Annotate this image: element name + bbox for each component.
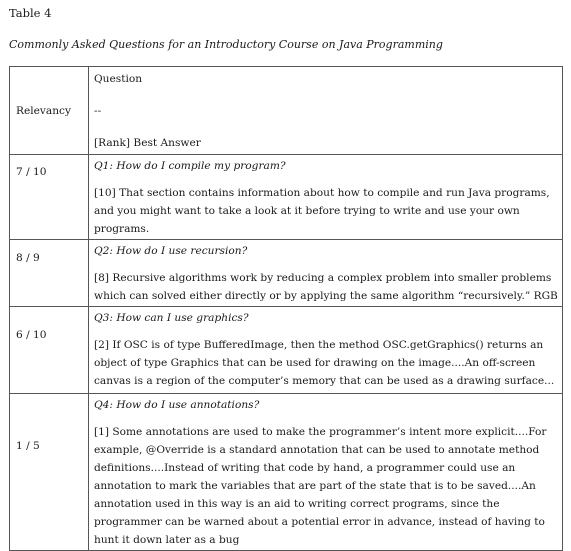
relevancy-cell [10,307,89,394]
relevancy-value: 8 / 9 [16,252,40,264]
question-text: Q3: How can I use graphics? [94,312,249,324]
relevancy-cell [10,394,89,551]
relevancy-cell [10,155,89,240]
table-header-row [10,67,563,155]
question-header-cell [89,67,563,155]
header-separator: -- [94,105,102,117]
qa-cell [89,240,563,307]
table-row [10,307,563,394]
question-header: Question [94,73,143,85]
relevancy-value: 7 / 10 [16,166,47,178]
table-row [10,155,563,240]
answer-text: [8] Recursive algorithms work by reducing a complex problem into smaller problems which can solved either directly or by applying the same algorithm “recursively.” RGB [94,272,558,302]
table-caption: Commonly Asked Questions for an Introductory Course on Java Programming [9,38,443,51]
question-text: Q1: How do I compile my program? [94,160,286,172]
qa-cell [89,155,563,240]
qa-table [9,66,563,551]
rank-answer-header: [Rank] Best Answer [94,137,201,149]
relevancy-header-cell [10,67,89,155]
relevancy-value: 6 / 10 [16,329,47,341]
table-row [10,240,563,307]
qa-cell [89,307,563,394]
answer-text: [1] Some annotations are used to make the programmer’s intent more explicit....For example, @Override is a standard annotation that can be used to annotate method definitions....Instead of writing that code by hand, a programmer could use an annotation to mark the variables that are part of the state that is to be saved....An annotation used in this way is an aid to writing correct programs, since the programmer can be warned about a potential error in advance, instead of having to hunt it down later as a bug [94,426,547,546]
table-row [10,394,563,551]
answer-text: [2] If OSC is of type BufferedImage, then the method OSC.getGraphics() returns an object of type Graphics that can be used for drawing on the image....An off-screen canvas is a region of the computer’s memory that can be used as a drawing surface... [94,339,555,387]
relevancy-cell [10,240,89,307]
table-label: Table 4 [9,6,52,20]
relevancy-value: 1 / 5 [16,440,40,452]
qa-cell [89,394,563,551]
answer-text: [10] That section contains information about how to compile and run Java programs, and you might want to take a look at it before trying to write and use your own programs. [94,187,550,235]
question-text: Q2: How do I use recursion? [94,245,248,257]
question-text: Q4: How do I use annotations? [94,399,260,411]
relevancy-header: Relevancy [16,104,71,117]
